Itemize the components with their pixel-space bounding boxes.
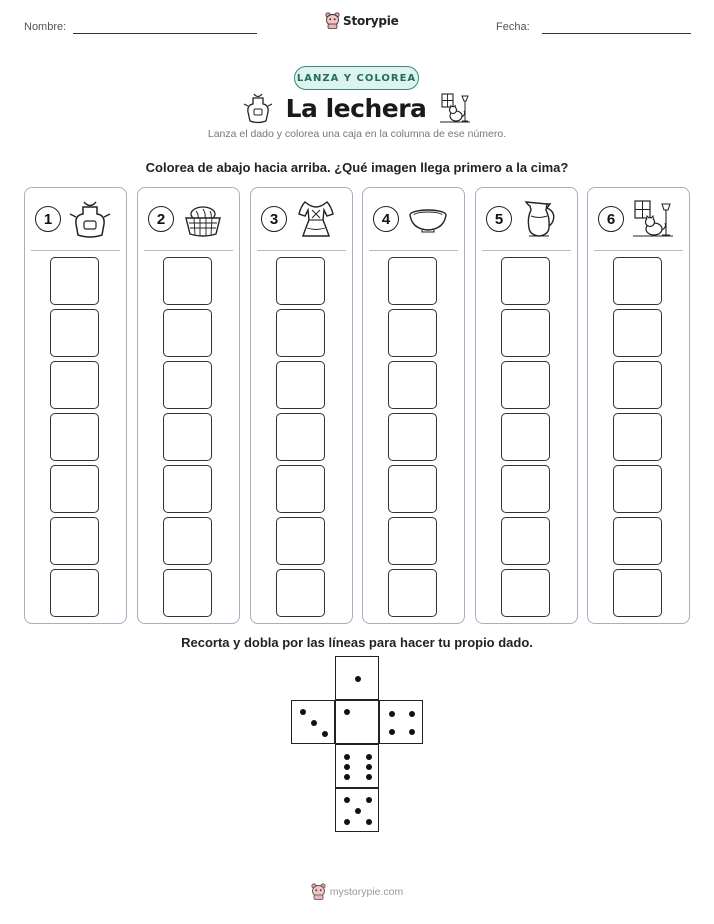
color-box[interactable] [50,413,99,461]
page-title: La lechera [285,93,427,123]
die-face-1 [335,700,379,744]
footer-url[interactable]: mystorypie.com [329,885,404,898]
die-face-5 [335,788,379,832]
column-number: 1 [35,206,61,232]
column-1 [24,187,127,624]
pip [366,774,372,780]
pip [389,711,395,717]
pip [366,764,372,770]
column-header [138,188,239,250]
pip [344,709,350,715]
date-label: Fecha: [496,21,530,33]
color-box[interactable] [388,465,437,513]
date-line[interactable] [542,33,691,34]
pip [344,797,350,803]
color-box[interactable] [276,413,325,461]
color-box[interactable] [388,309,437,357]
color-box[interactable] [50,465,99,513]
brand-name: Storypie [343,13,399,28]
column-number: 4 [373,206,399,232]
milk-jug-icon [520,198,562,240]
column-6 [587,187,690,624]
column-number: 6 [598,206,624,232]
color-box[interactable] [613,569,662,617]
column-2 [137,187,240,624]
pip [344,819,350,825]
coloring-instruction: Colorea de abajo hacia arriba. ¿Qué imagen llega primero a la cima? [145,160,569,175]
column-3 [250,187,353,624]
subtitle: Lanza el dado y colorea una caja en la columna de ese número. [207,128,507,140]
color-box[interactable] [388,413,437,461]
pip [355,808,361,814]
color-box[interactable] [613,413,662,461]
color-box[interactable] [501,517,550,565]
pip [300,709,306,715]
column-5 [475,187,578,624]
color-box[interactable] [388,517,437,565]
column-4 [362,187,465,624]
column-header [251,188,352,250]
pip [322,731,328,737]
color-box[interactable] [613,517,662,565]
color-box[interactable] [501,569,550,617]
pip [311,720,317,726]
color-box[interactable] [163,257,212,305]
column-header [363,188,464,250]
color-box[interactable] [388,361,437,409]
color-box[interactable] [50,257,99,305]
die-instruction: Recorta y dobla por las líneas para hacer tu propio dado. [181,635,533,650]
color-box[interactable] [50,361,99,409]
pip [355,676,361,682]
apron-icon [244,92,272,124]
pip [409,711,415,717]
color-box[interactable] [163,309,212,357]
pip [366,797,372,803]
name-label: Nombre: [24,21,67,33]
color-box[interactable] [613,309,662,357]
color-box[interactable] [613,361,662,409]
color-box[interactable] [276,465,325,513]
storypie-logo [325,12,399,29]
activity-badge: LANZA Y COLOREA [294,66,419,90]
cat-room-icon [632,198,674,240]
column-header [588,188,689,250]
color-box[interactable] [163,465,212,513]
color-box[interactable] [276,257,325,305]
color-box[interactable] [388,257,437,305]
pip [344,774,350,780]
color-box[interactable] [501,309,550,357]
color-box[interactable] [613,257,662,305]
column-header [476,188,577,250]
color-box[interactable] [501,465,550,513]
footer [0,883,714,900]
pip [389,729,395,735]
die-face-6 [335,744,379,788]
pip [366,754,372,760]
die-face-4 [379,700,423,744]
pip [366,819,372,825]
cat-room-icon [440,92,470,124]
apron-icon [69,198,111,240]
column-number: 3 [261,206,287,232]
color-box[interactable] [163,517,212,565]
color-box[interactable] [276,361,325,409]
die-face-3 [291,700,335,744]
color-box[interactable] [276,309,325,357]
column-number: 2 [148,206,174,232]
column-header [25,188,126,250]
color-box[interactable] [276,517,325,565]
column-number: 5 [486,206,512,232]
color-box[interactable] [50,309,99,357]
bowl-icon [407,198,449,240]
color-box[interactable] [501,361,550,409]
color-box[interactable] [50,569,99,617]
color-box[interactable] [163,569,212,617]
bread-basket-icon [182,198,224,240]
color-box[interactable] [501,413,550,461]
color-box[interactable] [163,361,212,409]
pip [344,754,350,760]
dress-icon [295,198,337,240]
pip [344,764,350,770]
name-line[interactable] [73,33,257,34]
color-box[interactable] [163,413,212,461]
title-row [0,90,714,126]
color-box[interactable] [50,517,99,565]
color-box[interactable] [276,569,325,617]
color-box[interactable] [613,465,662,513]
pip [409,729,415,735]
storypie-mascot-icon [325,12,340,29]
die-face-1 [335,656,379,700]
color-box[interactable] [388,569,437,617]
storypie-mascot-icon [311,883,326,900]
color-box[interactable] [501,257,550,305]
